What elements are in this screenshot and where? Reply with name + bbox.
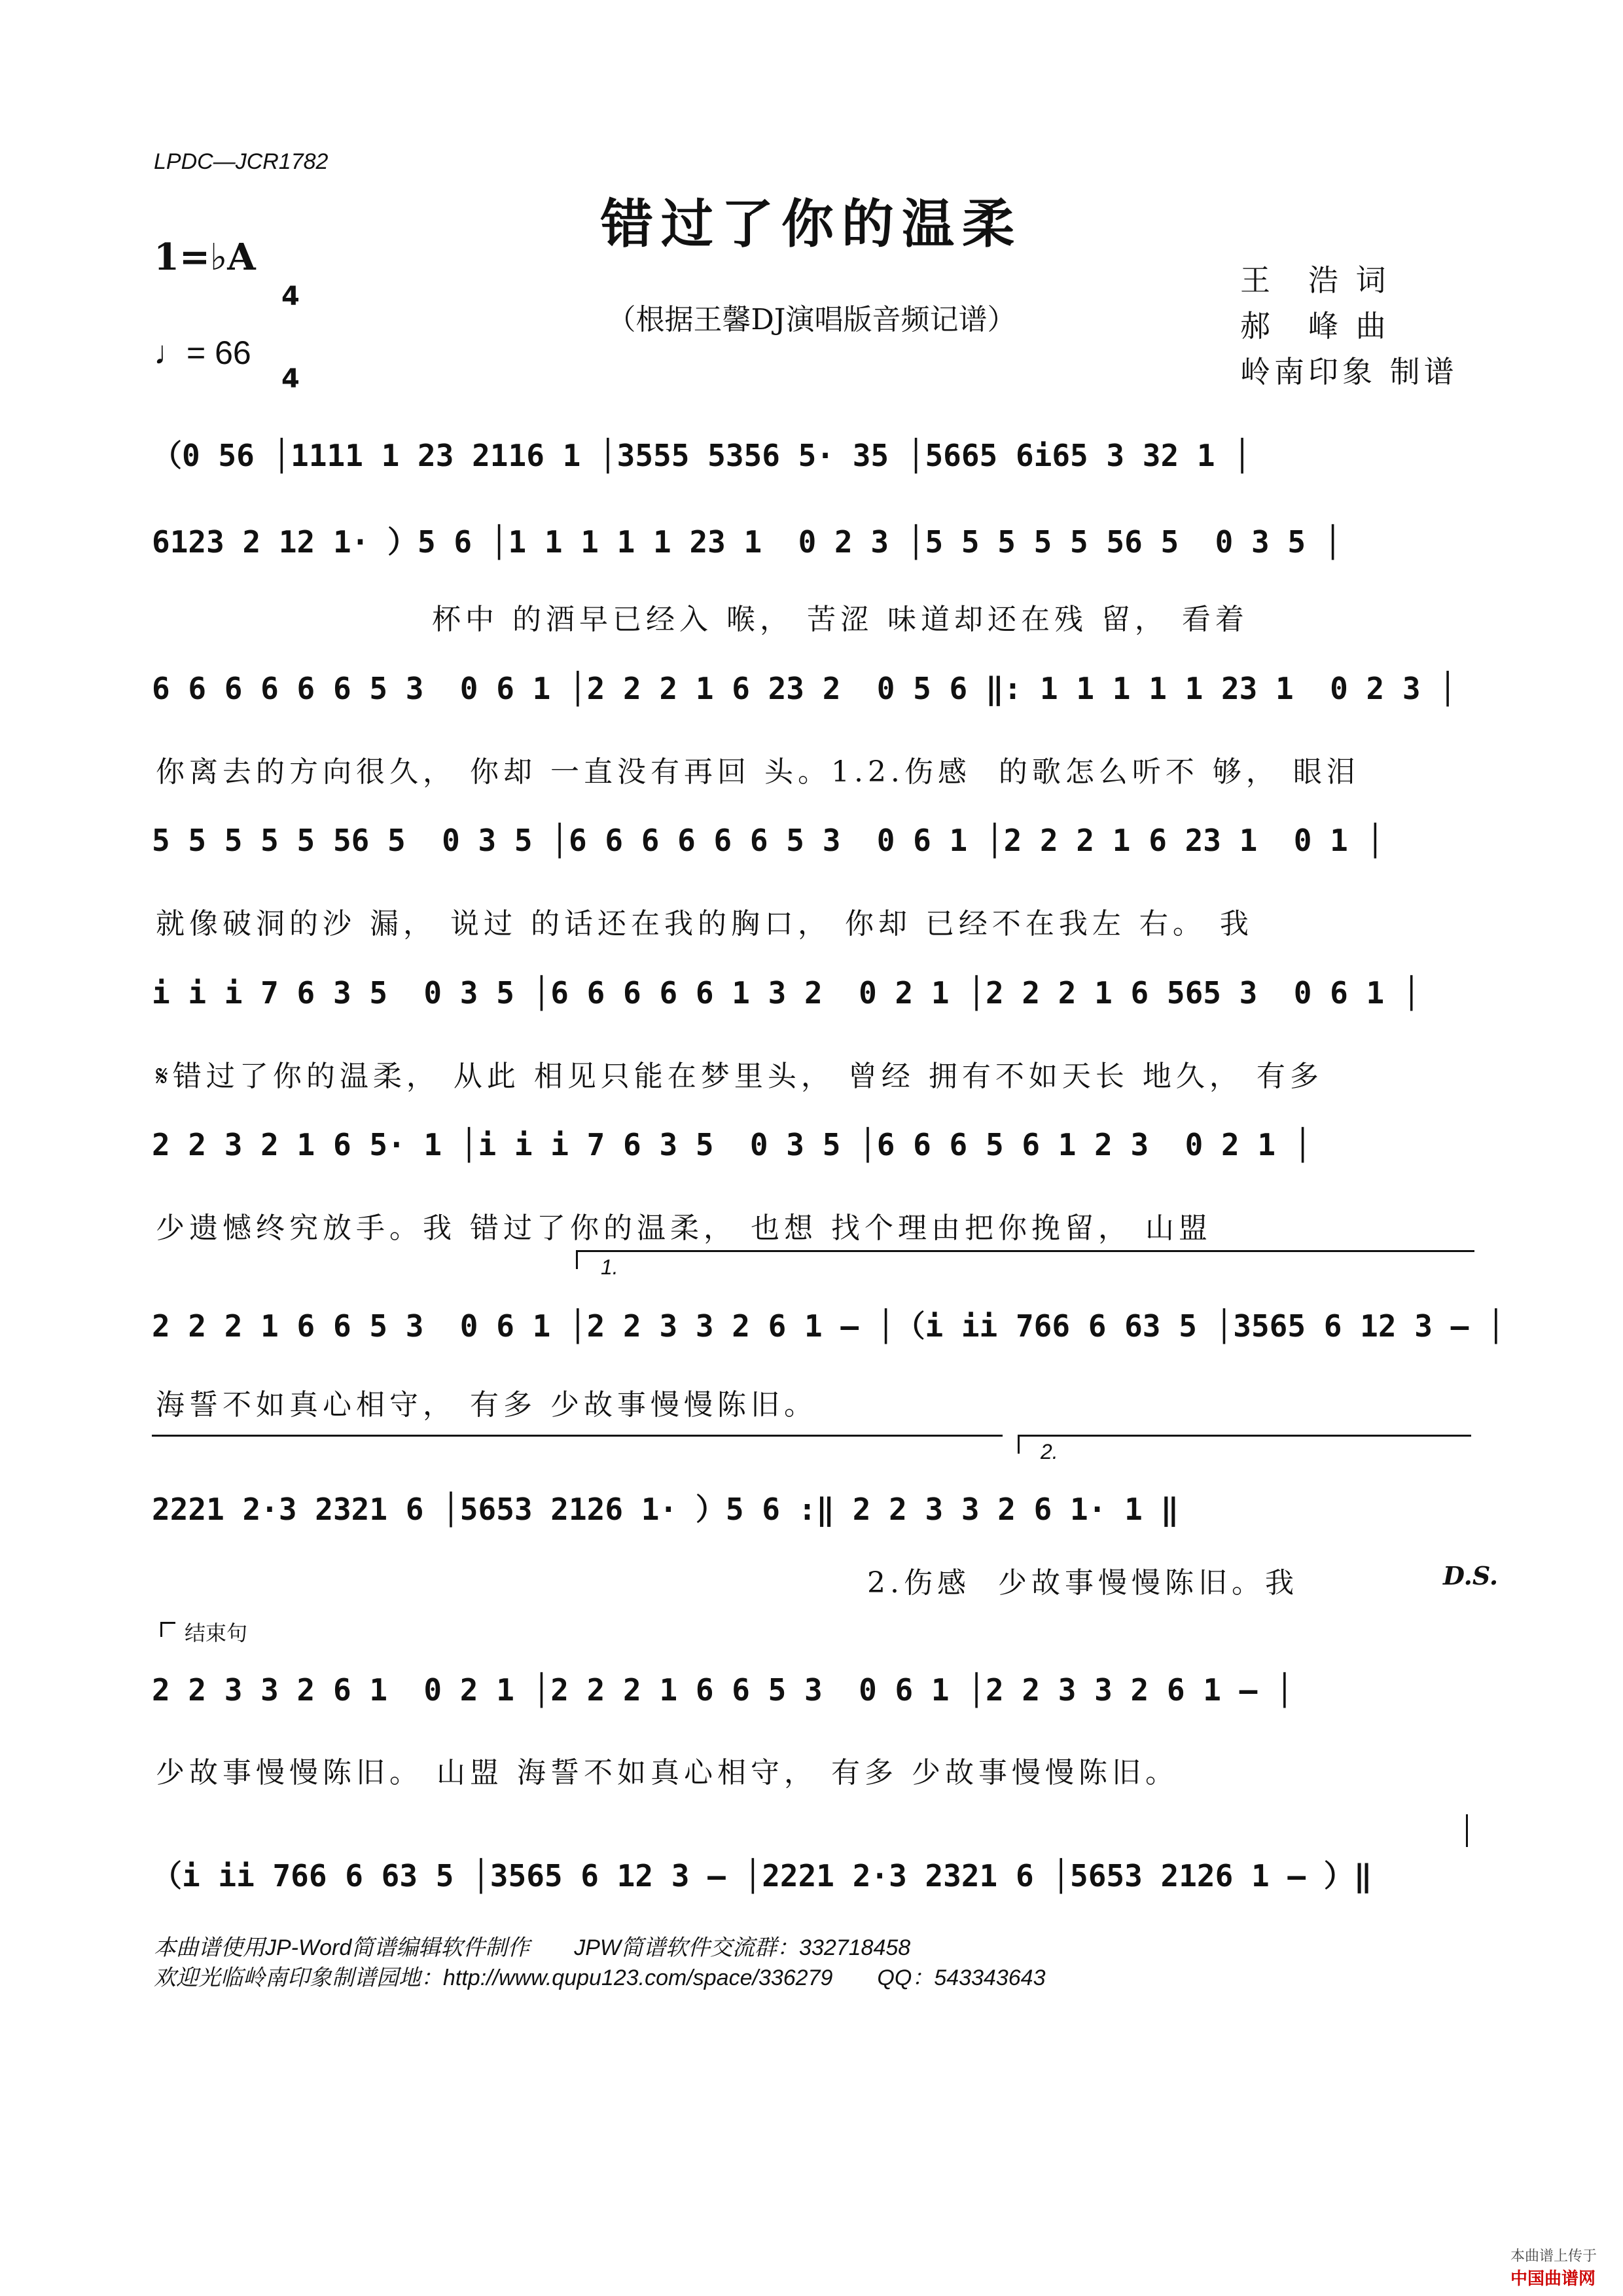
score-row-7: 2 2 2 1 6 6 5 3 0 6 1 │2 2 3 3 2 6 1 – │（i ii 766 6 63 5 │3565 6 12 3 – │ xyxy=(152,1308,1505,1344)
score-row-6: 2 2 3 2 1 6 5· 1 │i i i 7 6 3 5 0 3 5 │6 6 6 5 6 1 2 3 0 2 1 │ xyxy=(152,1127,1312,1162)
ending-bracket xyxy=(160,1622,175,1637)
lyrics-row-4: 就像破洞的沙 漏， 说过 的话还在我的胸口， 你却 已经不在我左 右。 我 xyxy=(156,907,1253,941)
score-row-9: 2 2 3 3 2 6 1 0 2 1 │2 2 2 1 6 6 5 3 0 6 1 │2 2 3 3 2 6 1 – │ xyxy=(152,1672,1294,1708)
lyrics-row-3: 你离去的方向很久， 你却 一直没有再回 头。1.2.伤感 的歌怎么听不 够， 眼泪 xyxy=(156,755,1360,789)
lyrics-row-8: 2.伤感 少故事慢慢陈旧。我 xyxy=(867,1566,1298,1600)
tempo-marking: ♩= 66 xyxy=(154,334,251,371)
score-row-8: 2221 2·3 2321 6 │5653 2126 1· ）5 6 :‖ 2 2 3 3 2 6 1· 1 ‖ xyxy=(152,1492,1179,1527)
score-row-4: 5 5 5 5 5 56 5 0 3 5 │6 6 6 6 6 6 5 3 0 6 1 │2 2 2 1 6 23 1 0 1 │ xyxy=(152,823,1385,858)
footer-line-1: 本曲谱使用JP-Word简谱编辑软件制作 JPW简谱软件交流群：332718458 xyxy=(154,1935,911,1960)
score-row-3: 6 6 6 6 6 6 5 3 0 6 1 │2 2 2 1 6 23 2 0 5 6 ‖: 1 1 1 1 1 23 1 0 2 3 │ xyxy=(152,671,1457,706)
watermark-brand: 中国曲谱网 xyxy=(1510,2269,1596,2289)
key-signature: 1=♭A xyxy=(154,236,256,279)
credit-arranger: 岭南印象 制谱 xyxy=(1240,354,1458,389)
volta-2-label: 2. xyxy=(1041,1440,1058,1463)
song-subtitle: （根据王馨DJ演唱版音频记谱） xyxy=(607,303,1016,336)
lyrics-row-2: 杯中 的酒早已经入 喉， 苦涩 味道却还在残 留， 看着 xyxy=(432,603,1249,636)
time-signature-bottom: 4 xyxy=(281,364,300,394)
lyrics-row-5: 𝄋错过了你的温柔， 从此 相见只能在梦里头， 曾经 拥有不如天长 地久， 有多 xyxy=(156,1060,1323,1093)
score-code: LPDC—JCR1782 xyxy=(154,149,329,174)
volta-1-continuation xyxy=(152,1435,1003,1437)
volta-2-bracket xyxy=(1018,1435,1471,1454)
score-row-5: i i i 7 6 3 5 0 3 5 │6 6 6 6 6 1 3 2 0 2 1 │2 2 2 1 6 565 3 0 6 1 │ xyxy=(152,975,1421,1011)
score-row-10: （i ii 766 6 63 5 │3565 6 12 3 – │2221 2·3 2321 6 │5653 2126 1 – ）‖ xyxy=(152,1858,1372,1893)
ending-label: 结束句 xyxy=(185,1621,248,1645)
volta-1-bracket xyxy=(576,1250,1474,1269)
lyrics-row-9: 少故事慢慢陈旧。 山盟 海誓不如真心相守， 有多 少故事慢慢陈旧。 xyxy=(156,1756,1179,1789)
time-signature xyxy=(281,228,300,420)
credit-lyricist: 王 浩 词 xyxy=(1240,262,1390,298)
final-bracket-mark xyxy=(1466,1814,1468,1847)
song-title: 错过了你的温柔 xyxy=(601,193,1022,255)
footer-line-2: 欢迎光临岭南印象制谱园地：http://www.qupu123.com/space/336279 QQ：543343643 xyxy=(154,1965,1046,1990)
score-row-1: （0 56 │1111 1 23 2116 1 │3555 5356 5· 35 │5665 6i65 3 32 1 │ xyxy=(152,438,1251,473)
lyrics-row-6: 少遗憾终究放手。我 错过了你的温柔， 也想 找个理由把你挽留， 山盟 xyxy=(156,1211,1212,1245)
site-watermark xyxy=(1501,2229,1597,2289)
watermark-text: 本曲谱上传于 xyxy=(1510,2248,1597,2265)
score-row-2: 6123 2 12 1· ）5 6 │1 1 1 1 1 23 1 0 2 3 │5 5 5 5 5 56 5 0 3 5 │ xyxy=(152,524,1342,560)
time-signature-top: 4 xyxy=(281,281,300,312)
volta-1-label: 1. xyxy=(601,1255,618,1279)
credit-composer: 郝 峰 曲 xyxy=(1240,308,1390,344)
lyrics-row-7: 海誓不如真心相守， 有多 少故事慢慢陈旧。 xyxy=(156,1388,817,1422)
ds-marking: D.S. xyxy=(1443,1561,1499,1590)
